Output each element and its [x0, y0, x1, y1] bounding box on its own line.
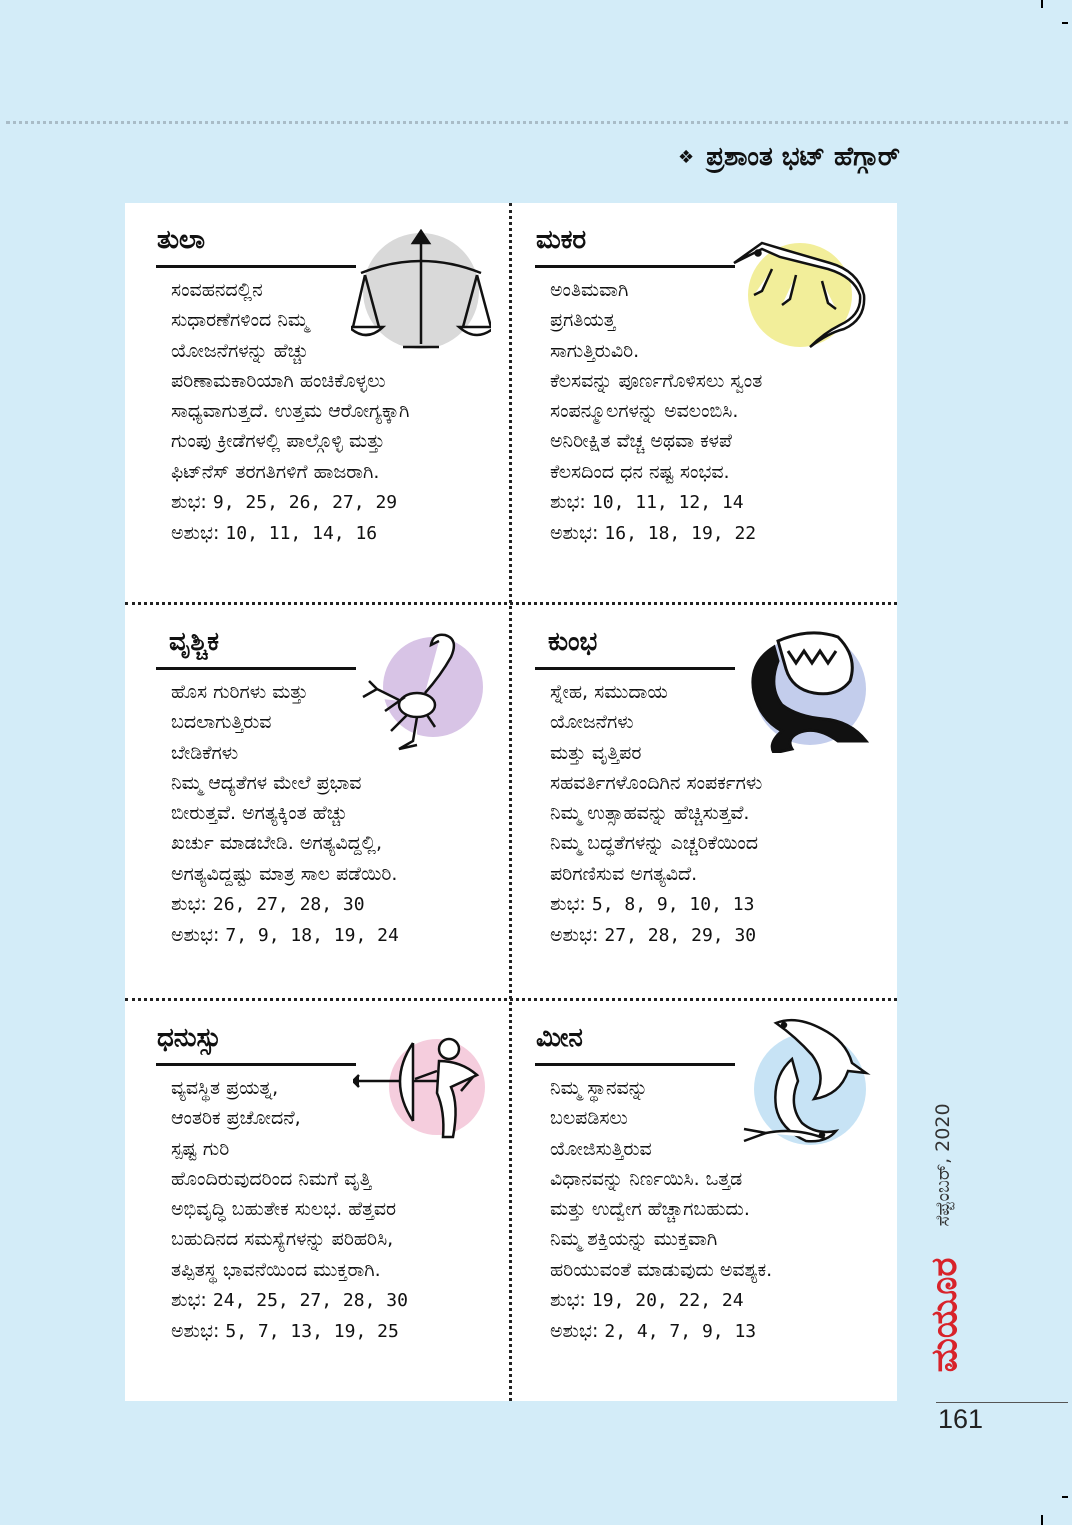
- text-line: ಸಹವರ್ತಿಗಳೊಂದಿಗಿನ ಸಂಪರ್ಕಗಳು: [550, 771, 763, 794]
- text-line: ನಿಮ್ಮ ಆದ್ಯತೆಗಳ ಮೇಲೆ ಪ್ರಭಾವ: [171, 771, 362, 794]
- sign-description: [550, 677, 872, 952]
- text-line: ಬಹುದಿನದ ಸಮಸ್ಯೆಗಳನ್ನು ಪರಿಹರಿಸಿ,: [171, 1228, 394, 1251]
- text-line: ಅಗತ್ಯವಿದ್ದಷ್ಟು ಮಾತ್ರ ಸಾಲ ಪಡೆಯಿರಿ.: [171, 862, 398, 885]
- sign-block-dhanussu: [125, 1001, 509, 1397]
- lucky-values: 19, 20, 22, 24: [591, 1290, 744, 1312]
- text-line: ಬದಲಾಗುತ್ತಿರುವ: [171, 711, 272, 734]
- magazine-name: ಮಯೂರ: [924, 1257, 965, 1373]
- text-line: ಸಂಪನ್ಮೂಲಗಳನ್ನು ಅವಲಂಬಿಸಿ.: [550, 400, 739, 423]
- page-number-rule: [936, 1402, 1068, 1403]
- sign-description: [171, 1073, 493, 1348]
- unlucky-values: 27, 28, 29, 30: [604, 925, 757, 947]
- unlucky-dates: [171, 518, 493, 549]
- byline-bullet: ❖: [678, 147, 695, 168]
- text-line: ಪರಿಗಣಿಸುವ ಅಗತ್ಯವಿದೆ.: [550, 862, 698, 885]
- text-line: ನಿಮ್ಮ ಶಕ್ತಿಯನ್ನು ಮುಕ್ತವಾಗಿ: [550, 1228, 718, 1251]
- text-line: ಸಾಧ್ಯವಾಗುತ್ತದೆ. ಉತ್ತಮ ಆರೋಗ್ಯಕ್ಕಾಗಿ: [171, 400, 410, 423]
- text-line: ನಿಮ್ಮ ಉತ್ಸಾಹವನ್ನು ಹೆಚ್ಚಿಸುತ್ತವೆ.: [550, 802, 750, 825]
- text-line: ಹೊಂದಿರುವುದರಿಂದ ನಿಮಗೆ ವೃತ್ತಿ: [171, 1167, 372, 1190]
- unlucky-dates: [171, 1316, 493, 1347]
- sign-title: ಧನುಸ್ಸು: [157, 1023, 222, 1053]
- text-line: ನಿಮ್ಮ ಸ್ಥಾನವನ್ನು: [550, 1077, 648, 1099]
- sign-block-makara: [512, 203, 896, 599]
- lucky-label: ಶುಭ:: [171, 893, 207, 916]
- sign-title: ಮೀನ: [536, 1023, 583, 1053]
- lucky-values: 9, 25, 26, 27, 29: [212, 492, 398, 514]
- page-number: 161: [938, 1404, 984, 1434]
- author-byline: [678, 142, 900, 173]
- unlucky-values: 7, 9, 18, 19, 24: [225, 925, 399, 947]
- unlucky-label: ಅಶುಭ:: [171, 924, 220, 947]
- text-line: ವಿಧಾನವನ್ನು ನಿರ್ಣಯಿಸಿ. ಒತ್ತಡ: [550, 1167, 743, 1190]
- unlucky-dates: [550, 1316, 872, 1347]
- lucky-dates: [550, 487, 872, 518]
- lucky-label: ಶುಭ:: [171, 1289, 207, 1312]
- title-underline: [156, 265, 356, 268]
- title-underline: [535, 1063, 735, 1066]
- sign-block-vrishchika: [125, 605, 509, 1001]
- lucky-dates: [550, 889, 872, 920]
- unlucky-dates: [550, 518, 872, 549]
- sign-block-tula: [125, 203, 509, 599]
- unlucky-label: ಅಶುಭ:: [171, 1320, 220, 1343]
- text-line: ಅನಿರೀಕ್ಷಿತ ವೆಚ್ಚ ಅಥವಾ ಕಳಪೆ: [550, 430, 732, 453]
- text-line: ಆಂತರಿಕ ಪ್ರಚೋದನೆ,: [171, 1107, 301, 1130]
- text-line: ಗುಂಪು ಕ್ರೀಡೆಗಳಲ್ಲಿ ಪಾಲ್ಗೊಳ್ಳಿ ಮತ್ತು: [171, 430, 385, 453]
- horoscope-panel: [125, 203, 897, 1401]
- unlucky-values: 10, 11, 14, 16: [225, 523, 378, 545]
- sign-description: [550, 1073, 872, 1348]
- text-line: ಪ್ರಗತಿಯತ್ತ: [550, 309, 616, 332]
- text-line: ಬೀರುತ್ತವೆ. ಅಗತ್ಯಕ್ಕಿಂತ ಹೆಚ್ಚು: [171, 802, 348, 825]
- title-underline: [156, 1063, 356, 1066]
- author-name: ಪ್ರಶಾಂತ ಭಟ್ ಹೆಗ್ಗಾರ್: [706, 142, 900, 172]
- sign-description: [171, 677, 493, 952]
- sign-title: ಮಕರ: [536, 225, 587, 255]
- lucky-label: ಶುಭ:: [550, 1289, 586, 1312]
- text-line: ಖರ್ಚು ಮಾಡಬೇಡಿ. ಅಗತ್ಯವಿದ್ದಲ್ಲಿ,: [171, 832, 383, 855]
- text-line: ಸಾಗುತ್ತಿರುವಿರಿ.: [550, 339, 640, 362]
- lucky-values: 24, 25, 27, 28, 30: [212, 1290, 408, 1312]
- text-line: ನಿಮ್ಮ ಬದ್ಧತೆಗಳನ್ನು ಎಚ್ಚರಿಕೆಯಿಂದ: [550, 832, 759, 855]
- text-line: ಮತ್ತು ವೃತ್ತಿಪರ: [550, 741, 642, 764]
- sign-block-kumbha: [512, 605, 896, 1001]
- issue-date: [918, 1090, 968, 1240]
- text-line: ಕೆಲಸದಿಂದ ಧನ ನಷ್ಟ ಸಂಭವ.: [550, 460, 730, 483]
- text-line: ಸ್ಪಷ್ಟ ಗುರಿ: [171, 1137, 230, 1160]
- sign-description: [171, 275, 493, 550]
- lucky-label: ಶುಭ:: [550, 491, 586, 514]
- text-line: ಫಿಟ್‌ನೆಸ್ ತರಗತಿಗಳಿಗೆ ಹಾಜರಾಗಿ.: [171, 460, 380, 483]
- unlucky-dates: [550, 920, 872, 951]
- sign-title: ವೃಶ್ಚಿಕ: [169, 627, 219, 657]
- lucky-values: 5, 8, 9, 10, 13: [591, 894, 755, 916]
- lucky-dates: [171, 889, 493, 920]
- text-line: ಸಂವಹನದಲ್ಲಿನ: [171, 279, 263, 301]
- text-line: ಬೇಡಿಕೆಗಳು: [171, 741, 239, 764]
- lucky-label: ಶುಭ:: [550, 893, 586, 916]
- unlucky-dates: [171, 920, 493, 951]
- text-line: ಮತ್ತು ಉದ್ವೇಗ ಹೆಚ್ಚಾಗಬಹುದು.: [550, 1198, 750, 1221]
- crop-mark: [1041, 0, 1043, 8]
- text-line: ಯೋಜನೆಗಳನ್ನು ಹೆಚ್ಚು: [171, 339, 309, 362]
- text-line: ಸುಧಾರಣೆಗಳಿಂದ ನಿಮ್ಮ: [171, 309, 309, 332]
- title-underline: [535, 667, 735, 670]
- unlucky-values: 2, 4, 7, 9, 13: [604, 1321, 757, 1343]
- crop-mark: [1041, 1515, 1043, 1525]
- unlucky-values: 5, 7, 13, 19, 25: [225, 1321, 399, 1343]
- lucky-dates: [171, 487, 493, 518]
- text-line: ಯೋಜನೆಗಳು: [550, 711, 634, 734]
- text-line: ಅಭಿವೃದ್ಧಿ ಬಹುತೇಕ ಸುಲಭ. ಹೆತ್ತವರ: [171, 1198, 397, 1221]
- text-line: ಬಲಪಡಿಸಲು: [550, 1107, 628, 1130]
- unlucky-values: 16, 18, 19, 22: [604, 523, 757, 545]
- title-underline: [535, 265, 735, 268]
- unlucky-label: ಅಶುಭ:: [171, 522, 220, 545]
- text-line: ಹರಿಯುವಂತೆ ಮಾಡುವುದು ಅವಶ್ಯಕ.: [550, 1258, 773, 1281]
- text-line: ಅಂತಿಮವಾಗಿ: [550, 279, 629, 301]
- text-line: ಸ್ನೇಹ, ಸಮುದಾಯ: [550, 681, 668, 703]
- sign-description: [550, 275, 872, 550]
- lucky-dates: [171, 1285, 493, 1316]
- text-line: ಯೋಜಿಸುತ್ತಿರುವ: [550, 1137, 652, 1160]
- unlucky-label: ಅಶುಭ:: [550, 1320, 599, 1343]
- sign-title: ಕುಂಭ: [548, 627, 598, 657]
- unlucky-label: ಅಶುಭ:: [550, 924, 599, 947]
- sign-title: ತುಲಾ: [157, 225, 206, 255]
- magazine-logo: [918, 1250, 972, 1380]
- title-underline: [156, 667, 356, 670]
- unlucky-label: ಅಶುಭ:: [550, 522, 599, 545]
- lucky-values: 10, 11, 12, 14: [591, 492, 744, 514]
- lucky-values: 26, 27, 28, 30: [212, 894, 365, 916]
- header-dotted-divider: [6, 121, 1068, 124]
- crop-mark: [1062, 22, 1068, 24]
- issue-date-text: ಸೆಪ್ಟೆಂಬರ್, 2020: [932, 1103, 954, 1227]
- crop-mark: [1062, 1496, 1068, 1498]
- text-line: ಹೊಸ ಗುರಿಗಳು ಮತ್ತು: [171, 681, 309, 703]
- text-line: ವ್ಯವಸ್ಥಿತ ಪ್ರಯತ್ನ,: [171, 1077, 279, 1099]
- sign-block-meena: [512, 1001, 896, 1397]
- text-line: ತಪ್ಪಿತಸ್ಥ ಭಾವನೆಯಿಂದ ಮುಕ್ತರಾಗಿ.: [171, 1258, 381, 1281]
- text-line: ಕೆಲಸವನ್ನು ಪೂರ್ಣಗೊಳಿಸಲು ಸ್ವಂತ: [550, 369, 763, 392]
- text-line: ಪರಿಣಾಮಕಾರಿಯಾಗಿ ಹಂಚಿಕೊಳ್ಳಲು: [171, 369, 386, 392]
- lucky-dates: [550, 1285, 872, 1316]
- lucky-label: ಶುಭ:: [171, 491, 207, 514]
